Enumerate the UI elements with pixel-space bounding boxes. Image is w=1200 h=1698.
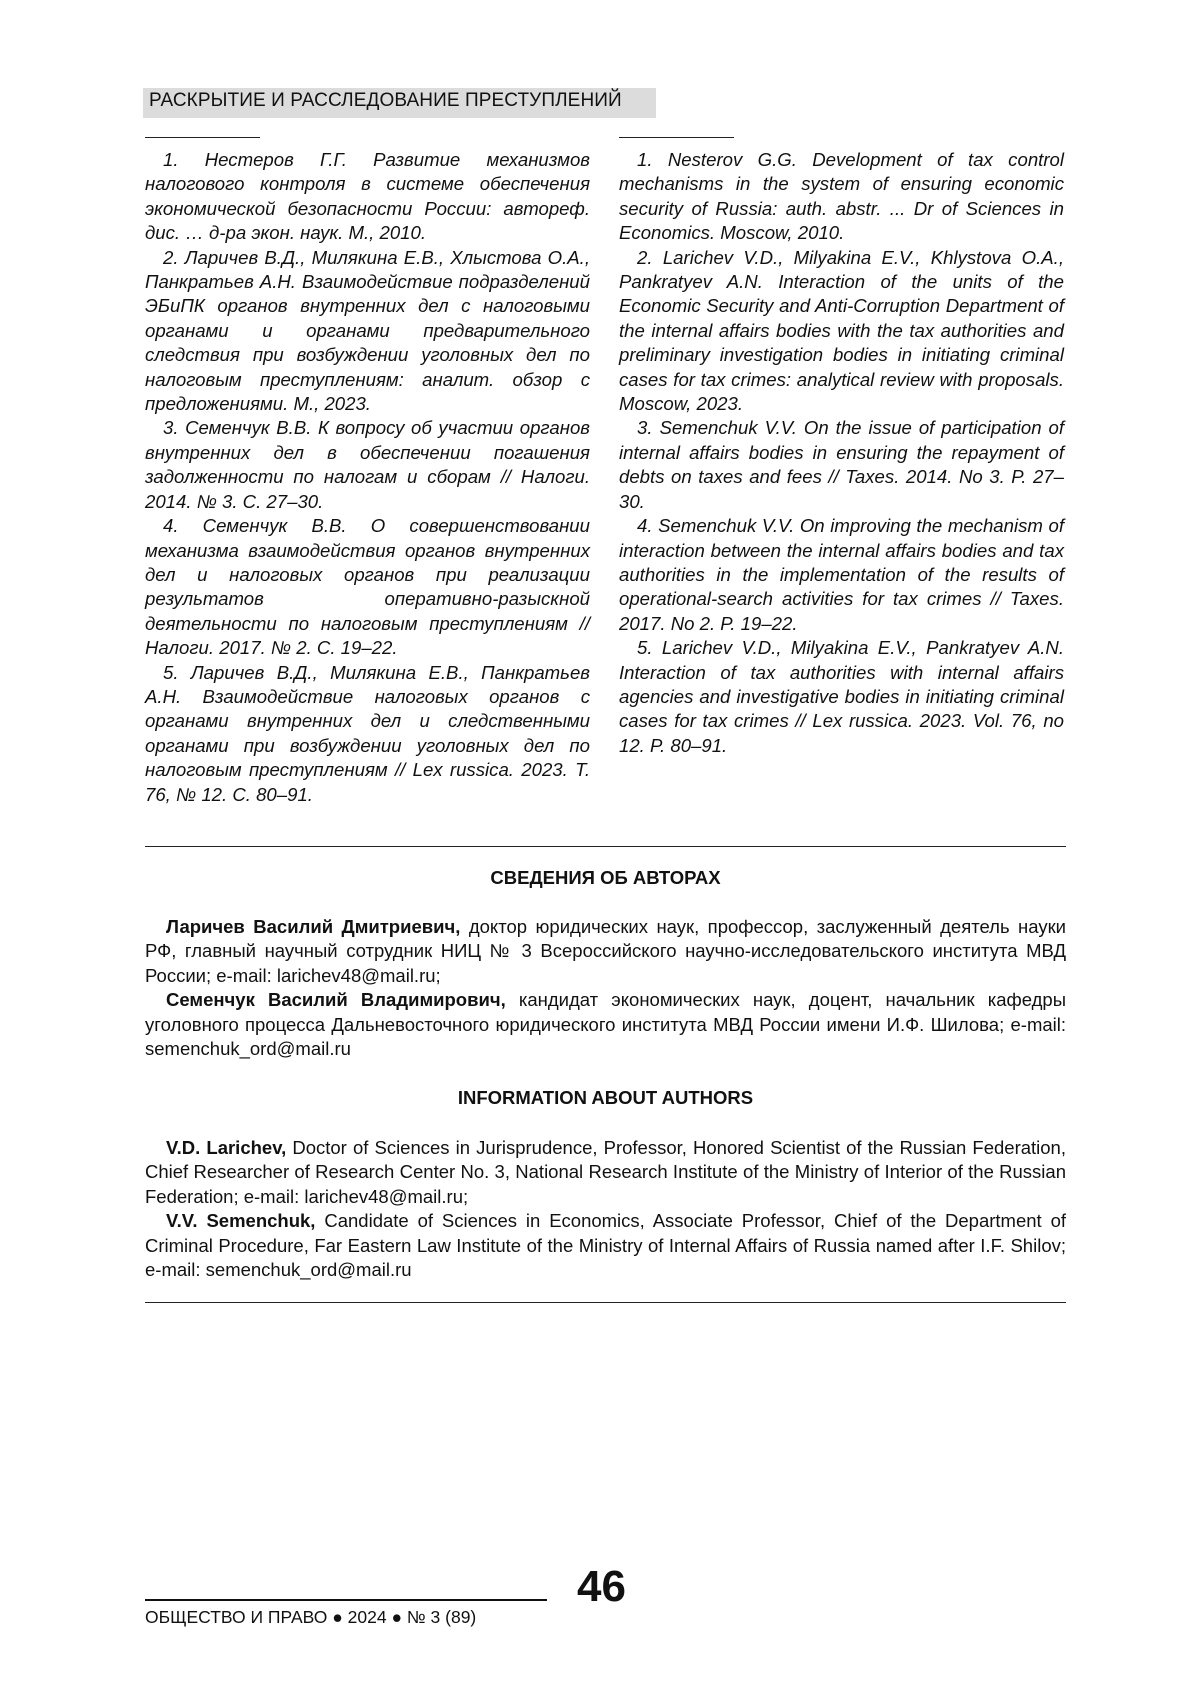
- author-en-1: [145, 1136, 1066, 1209]
- footnote-rule: [619, 137, 734, 138]
- author-en-2-name: V.V. Semenchuk,: [166, 1210, 315, 1231]
- reference-ru-5: 5. Ларичев В.Д., Милякина Е.В., Панкратьев А.Н. Взаимодействие налоговых органов с органами внутренних дел и следственными органами при возбуждении уголовных дел по налоговым преступлениям // Lex russica. 2023. Т. 76, № 12. С. 80–91.: [145, 661, 590, 807]
- reference-en-5: 5. Larichev V.D., Milyakina E.V., Pankratyev A.N. Interaction of tax authorities with internal affairs agencies and investigative bodies in initiating criminal cases for tax crimes // Lex russica. 2023. Vol. 76, no 12. P. 80–91.: [619, 636, 1064, 758]
- reference-en-1: 1. Nesterov G.G. Development of tax control mechanisms in the system of ensuring economic security of Russia: auth. abstr. ... Dr of Sciences in Economics. Moscow, 2010.: [619, 148, 1064, 246]
- author-ru-1-details: доктор юридических наук, профессор, заслуженный деятель науки РФ, главный научный сотрудник НИЦ № 3 Всероссийского научно-исследовательского института МВД России; e-mail: larichev48@mail.ru;: [145, 916, 1066, 986]
- authors-en: [145, 1136, 1066, 1282]
- reference-en-3: 3. Semenchuk V.V. On the issue of participation of internal affairs bodies in ensuring the repayment of debts on taxes and fees // Taxes. 2014. No 3. P. 27–30.: [619, 416, 1064, 514]
- author-en-2: [145, 1209, 1066, 1282]
- authors-en-title: INFORMATION ABOUT AUTHORS: [145, 1087, 1066, 1109]
- author-ru-2: [145, 988, 1066, 1061]
- author-ru-1-name: Ларичев Василий Дмитриевич,: [166, 916, 460, 937]
- references-ru: [145, 137, 590, 807]
- author-en-1-name: V.D. Larichev,: [166, 1137, 286, 1158]
- footnote-rule: [145, 137, 260, 138]
- journal-info: ОБЩЕСТВО И ПРАВО ● 2024 ● № 3 (89): [145, 1607, 476, 1628]
- reference-en-4: 4. Semenchuk V.V. On improving the mechanism of interaction between the internal affairs bodies and tax authorities in the implementation of the results of operational-search activities for tax crimes // Taxes. 2017. No 2. P. 19–22.: [619, 514, 1064, 636]
- authors-ru-title: СВЕДЕНИЯ ОБ АВТОРАХ: [145, 867, 1066, 889]
- reference-ru-2: 2. Ларичев В.Д., Милякина Е.В., Хлыстова О.А., Панкратьев А.Н. Взаимодействие подразделений ЭБиПК органов внутренних дел с налоговыми органами и органами предварительного следствия при возбуждении уголовных дел по налоговым преступлениям: аналит. обзор с предложениями. М., 2023.: [145, 246, 590, 417]
- author-ru-1: [145, 915, 1066, 988]
- author-ru-2-name: Семенчук Василий Владимирович,: [166, 989, 506, 1010]
- author-ru-2-details: кандидат экономических наук, доцент, начальник кафедры уголовного процесса Дальневосточного юридического института МВД России имени И.Ф. Шилова; e-mail: semenchuk_ord@mail.ru: [145, 989, 1066, 1059]
- reference-en-2: 2. Larichev V.D., Milyakina E.V., Khlystova O.A., Pankratyev A.N. Interaction of the units of the Economic Security and Anti-Corruption Department of the internal affairs bodies with the tax authorities and preliminary investigation bodies in initiating criminal cases for tax crimes: analytical review with proposals. Moscow, 2023.: [619, 246, 1064, 417]
- reference-ru-3: 3. Семенчук В.В. К вопросу об участии органов внутренних дел в обеспечении погашения задолженности по налогам и сборам // Налоги. 2014. № 3. С. 27–30.: [145, 416, 590, 514]
- footer-rule: [145, 1599, 547, 1601]
- page-number: 46: [577, 1562, 626, 1612]
- divider-top: [145, 846, 1066, 847]
- author-en-2-details: Candidate of Sciences in Economics, Associate Professor, Chief of the Department of Criminal Procedure, Far Eastern Law Institute of the Ministry of Internal Affairs of Russia named after I.F. Shilov; e-mail: semenchuk_ord@mail.ru: [145, 1210, 1066, 1280]
- reference-ru-1: 1. Нестеров Г.Г. Развитие механизмов налогового контроля в системе обеспечения экономической безопасности России: автореф. дис. … д-ра экон. наук. М., 2010.: [145, 148, 590, 246]
- reference-ru-4: 4. Семенчук В.В. О совершенствовании механизма взаимодействия органов внутренних дел и налоговых органов при реализации результатов оперативно-разыскной деятельности по налоговым преступлениям // Налоги. 2017. № 2. С. 19–22.: [145, 514, 590, 660]
- divider-bottom: [145, 1302, 1066, 1303]
- author-en-1-details: Doctor of Sciences in Jurisprudence, Professor, Honored Scientist of the Russian Federation, Chief Researcher of Research Center No. 3, National Research Institute of the Ministry of Interior of the Russian Federation; e-mail: larichev48@mail.ru;: [145, 1137, 1066, 1207]
- references-en: [619, 137, 1064, 758]
- authors-ru: [145, 915, 1066, 1061]
- section-header-title: РАСКРЫТИЕ И РАССЛЕДОВАНИЕ ПРЕСТУПЛЕНИЙ: [149, 90, 622, 112]
